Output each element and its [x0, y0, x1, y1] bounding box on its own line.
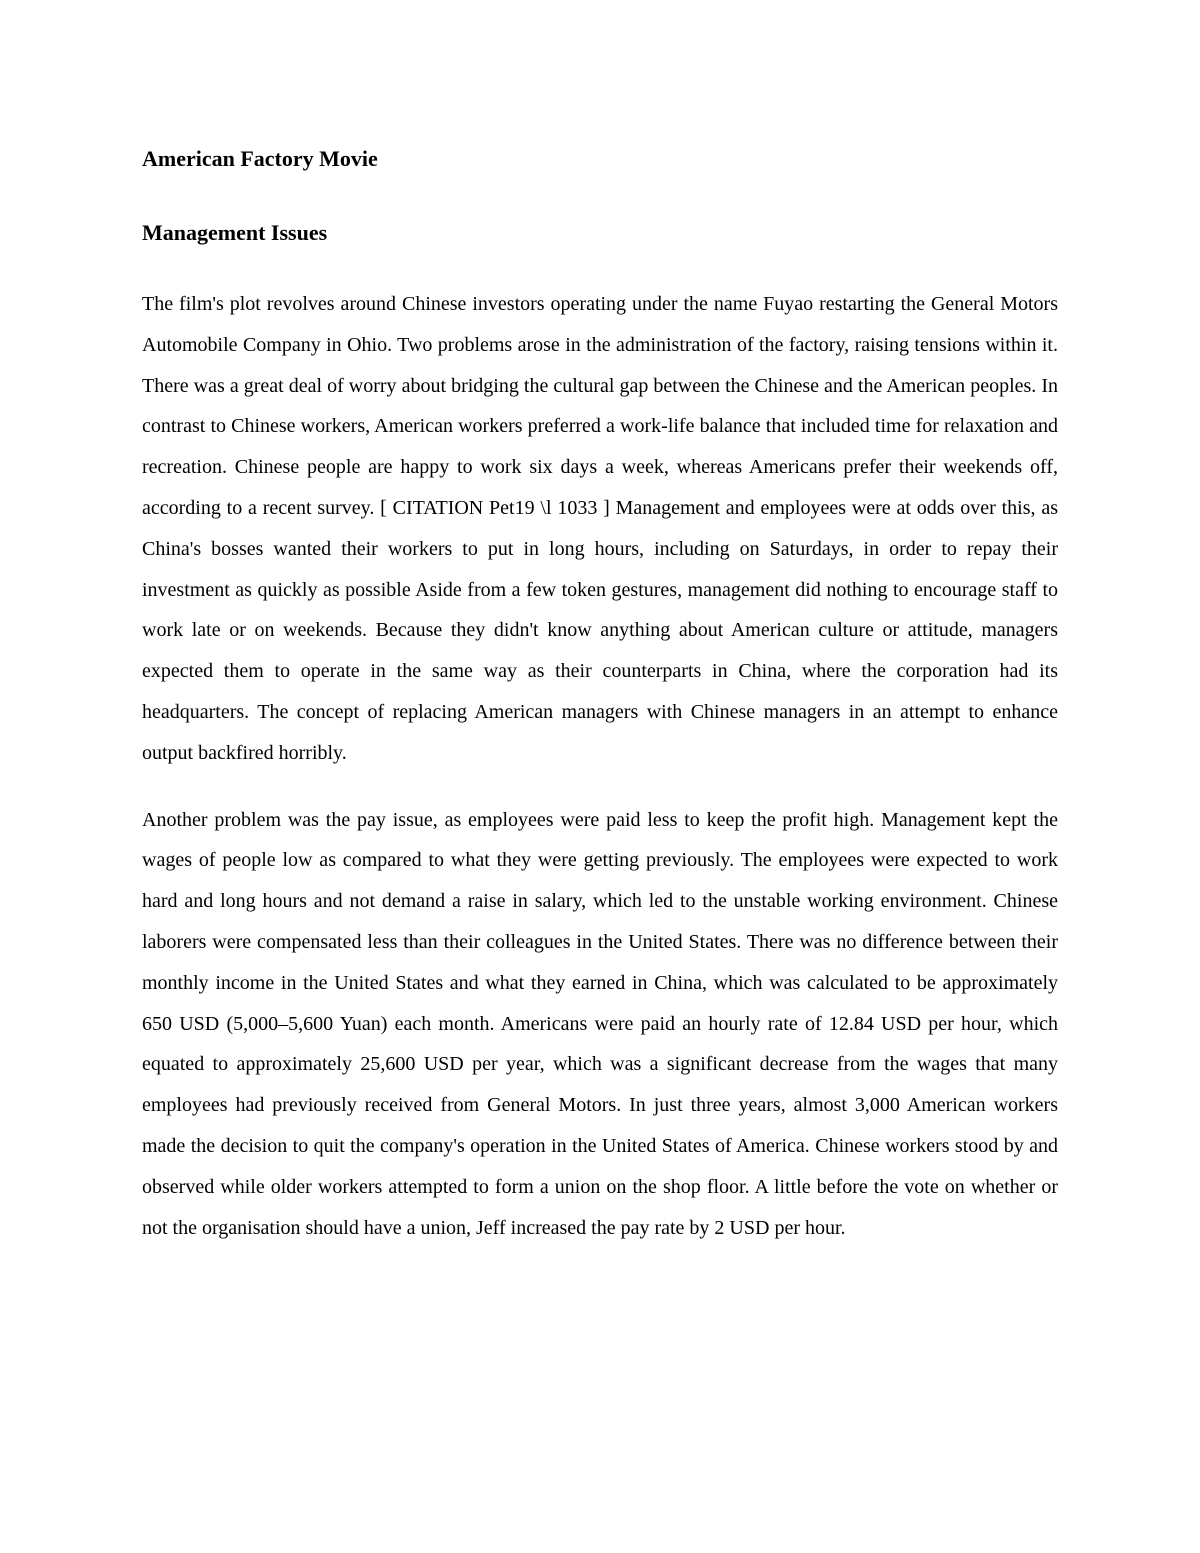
section-heading: Management Issues [142, 220, 328, 245]
document-title: American Factory Movie [142, 146, 378, 171]
paragraph-cultural-gap: The film's plot revolves around Chinese investors operating under the name Fuyao restarting the General Motors Automobile Company in Ohio. Two problems arose in the administration of the factory, raising tensions within it. There was a great deal of worry about bridging the cultural gap between the Chinese and the American peoples. In contrast to Chinese workers, American workers preferred a work-life balance that included time for relaxation and recreation. Chinese people are happy to work six days a week, whereas Americans prefer their weekends off, according to a recent survey. [ CITATION Pet19 \l 1033 ] Management and employees were at odds over this, as China's bosses wanted their workers to put in long hours, including on Saturdays, in order to repay their investment as quickly as possible Aside from a few token gestures, management did nothing to encourage staff to work late or on weekends. Because they didn't know anything about American culture or attitude, managers expected them to operate in the same way as their counterparts in China, where the corporation had its headquarters. The concept of replacing American managers with Chinese managers in an attempt to enhance output backfired horribly. [142, 293, 1058, 764]
document-body [142, 136, 1058, 1248]
paragraph-pay-issue: Another problem was the pay issue, as employees were paid less to keep the profit high. Management kept the wages of people low as compared to what they were getting previously. The employees were expected to work hard and long hours and not demand a raise in salary, which led to the unstable working environment. Chinese laborers were compensated less than their colleagues in the United States. There was no difference between their monthly income in the United States and what they earned in China, which was calculated to be approximately 650 USD (5,000–5,600 Yuan) each month. Americans were paid an hourly rate of 12.84 USD per hour, which equated to approximately 25,600 USD per year, which was a significant decrease from the wages that many employees had previously received from General Motors. In just three years, almost 3,000 American workers made the decision to quit the company's operation in the United States of America. Chinese workers stood by and observed while older workers attempted to form a union on the shop floor. A little before the vote on whether or not the organisation should have a union, Jeff increased the pay rate by 2 USD per hour. [142, 808, 1058, 1239]
